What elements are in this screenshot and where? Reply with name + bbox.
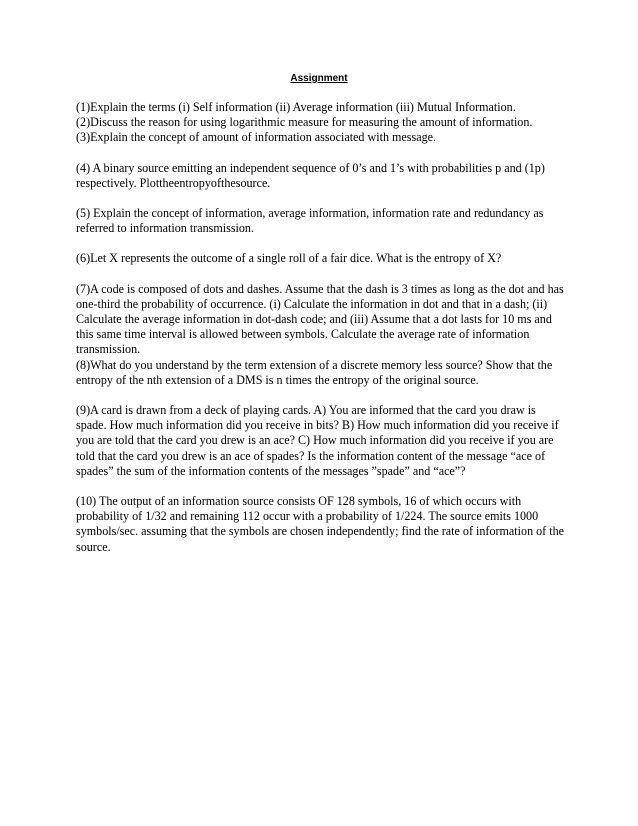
question-7: (7)A code is composed of dots and dashes. Assume that the dash is 3 times as long as the dot and has one-third the probability of occurrence. (i) Calculate the information in dot and that in a dash; (ii) Calculate the average information in dot-dash code; and (iii) Assume that a dot lasts for 10 ms and this same time interval is allowed between symbols. Calculate the average rate of information transmission.	[76, 281, 564, 357]
question-3: (3)Explain the concept of amount of information associated with message.	[76, 130, 437, 145]
question-4: (4) A binary source emitting an independent sequence of 0’s and 1’s with probabilities p and (1p) respectively. Plottheentropyofthesource.	[76, 160, 545, 190]
question-8: (8)What do you understand by the term extension of a discrete memory less source? Show that the entropy of the nth extension of a DMS is n times the entropy of the original source.	[76, 357, 553, 387]
question-10: (10) The output of an information source consists OF 128 symbols, 16 of which occurs with probability of 1/32 and remaining 112 occur with a probability of 1/224. The source emits 1000 symbols/sec. assuming that the symbols are chosen independently; find the rate of information of the source.	[76, 494, 565, 554]
question-2: (2)Discuss the reason for using logarithmic measure for measuring the amount of information.	[76, 115, 533, 130]
question-1: (1)Explain the terms (i) Self information (ii) Average information (iii) Mutual Information.	[76, 100, 516, 114]
question-9: (9)A card is drawn from a deck of playing cards. A) You are informed that the card you draw is spade. How much information did you receive in bits? B) How much information did you receive if you are told that the card you drew is an ace? C) How much information did you receive if you are told that the card you drew is an ace of spades? Is the information content of the message “ace of spades” the sum of the information contents of the messages ”spade” and “ace”?	[76, 403, 559, 478]
document-body	[76, 100, 566, 555]
question-6: (6)Let X represents the outcome of a single roll of a fair dice. What is the entropy of X?	[76, 251, 502, 266]
document-title: Assignment	[290, 73, 348, 84]
question-5: (5) Explain the concept of information, average information, information rate and redundancy as referred to information transmission.	[76, 206, 544, 236]
